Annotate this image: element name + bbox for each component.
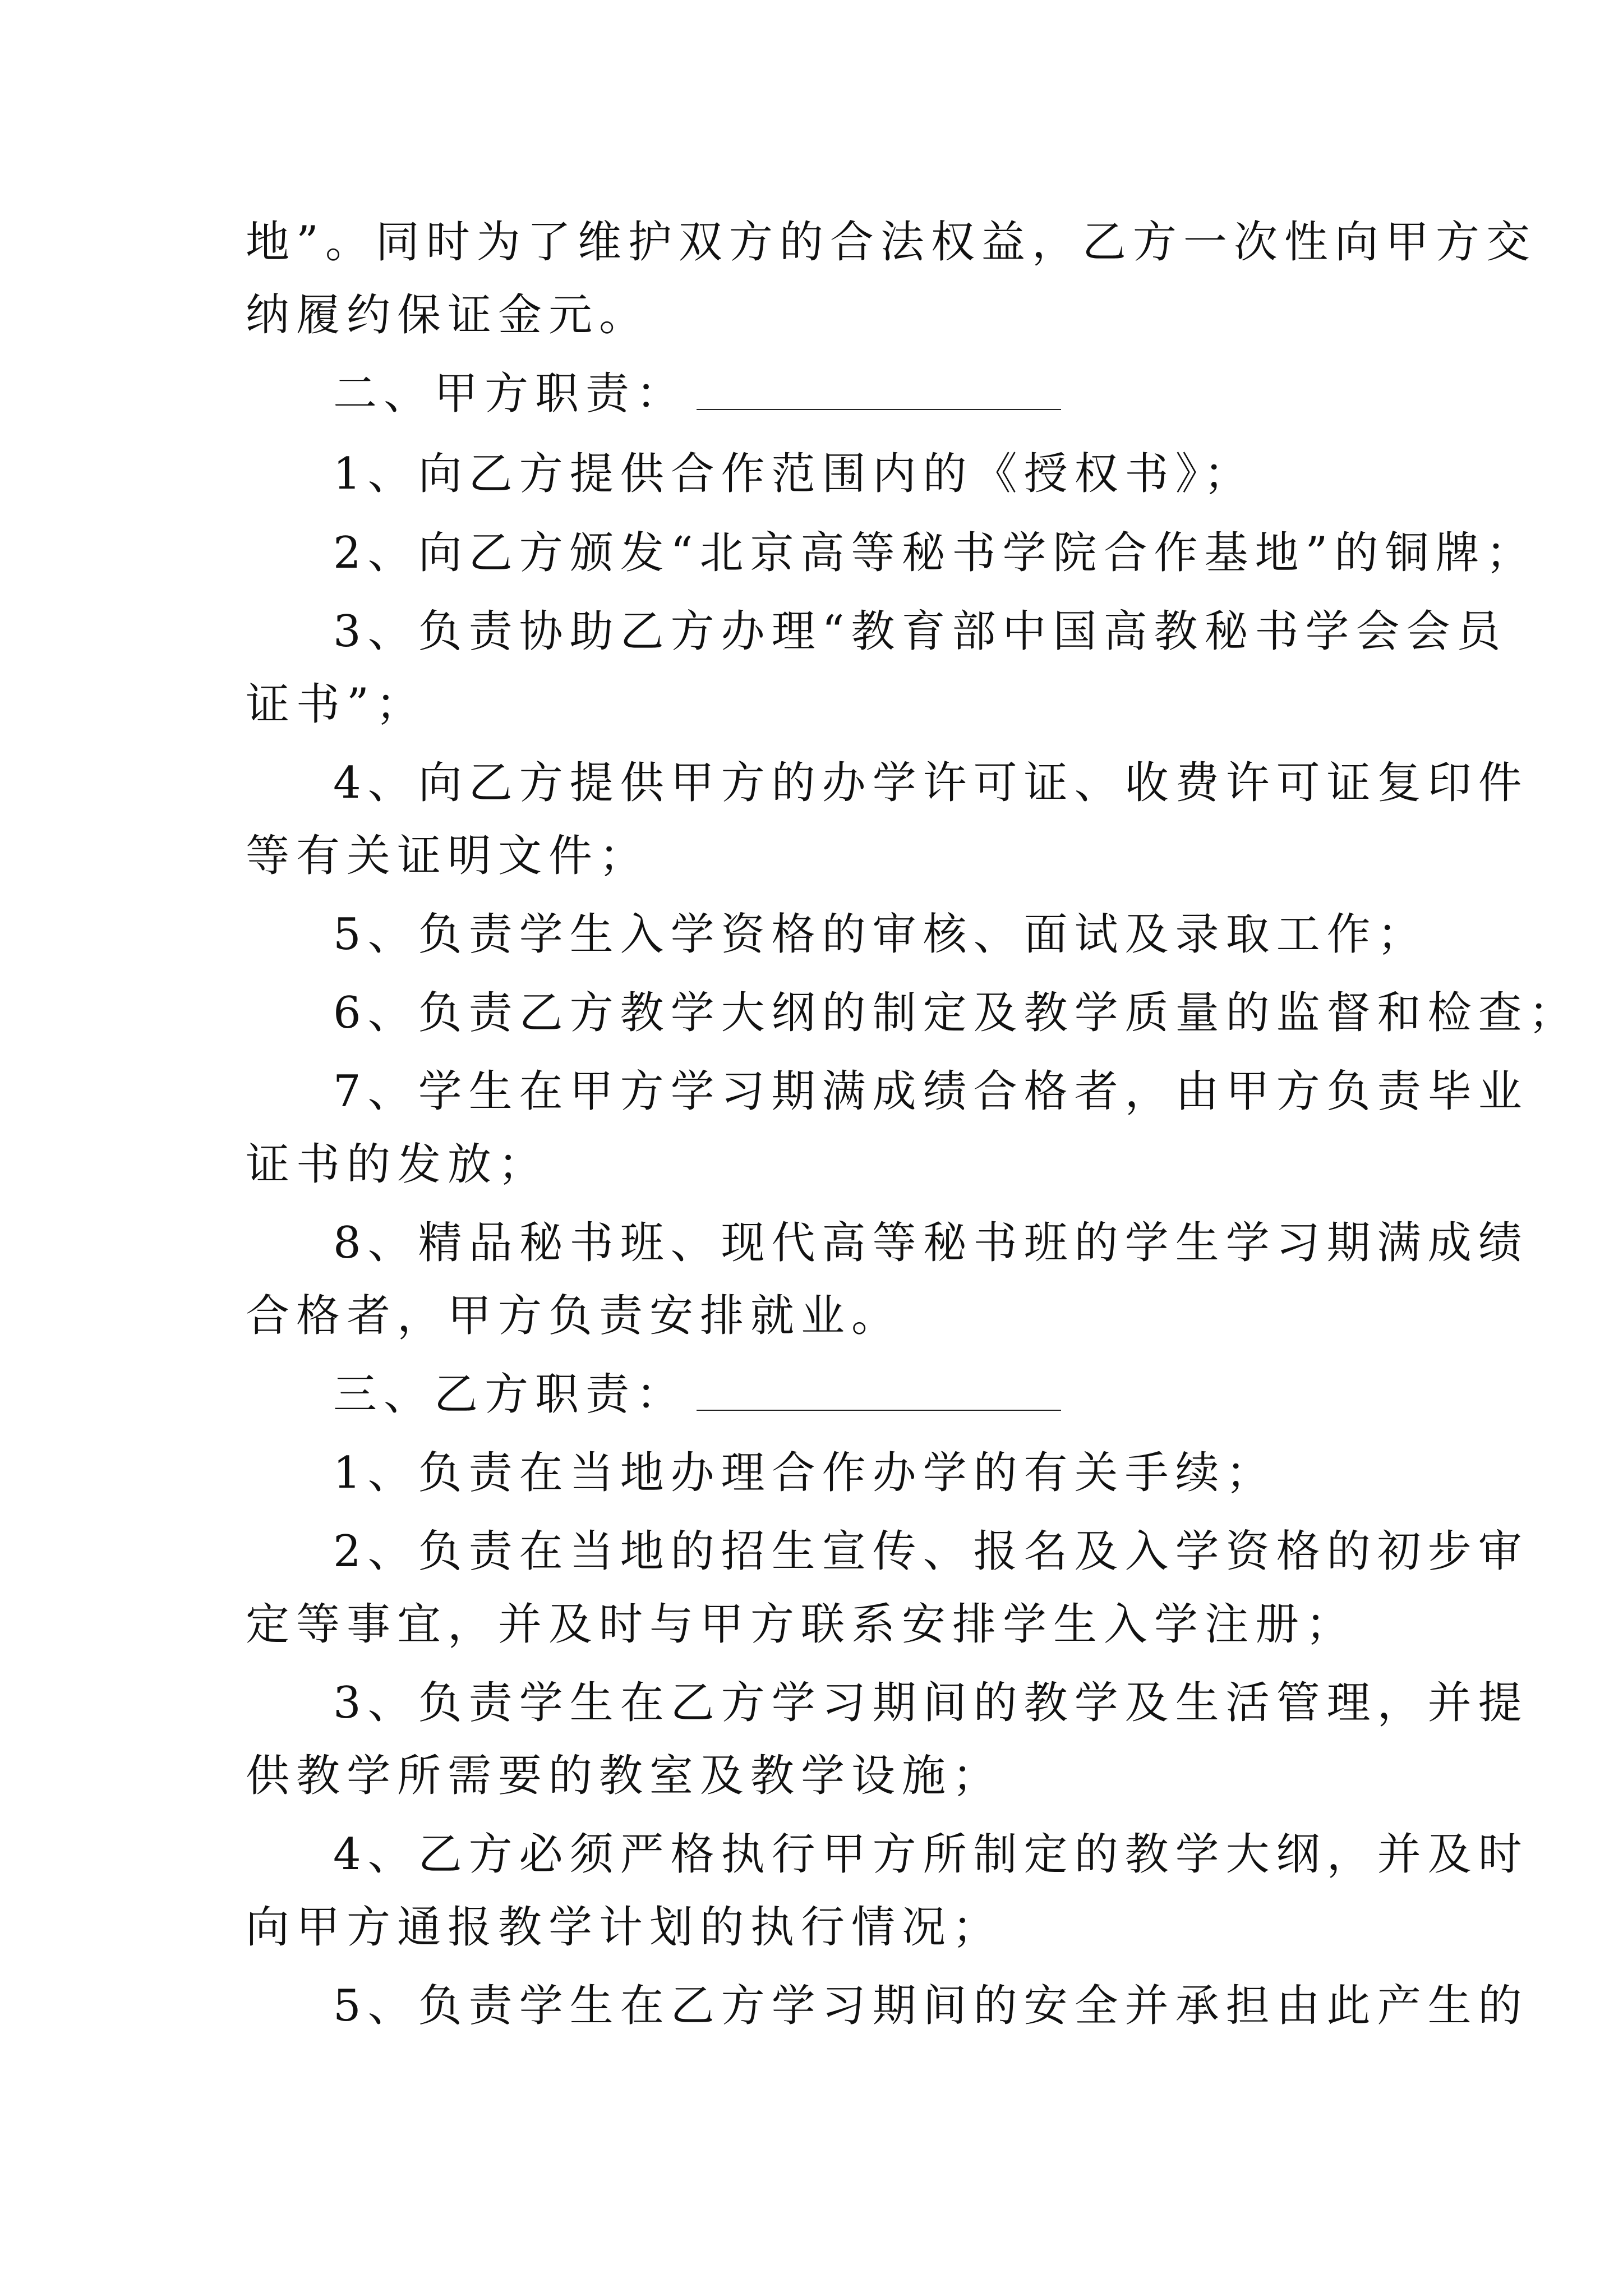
paragraph-line: 2、负责在当地的招生宣传、报名及入学资格的初步审 bbox=[333, 1526, 1529, 1577]
paragraph-line: 5、负责学生入学资格的审核、面试及录取工作； bbox=[333, 909, 1428, 960]
section-heading-text: 三、乙方职责： bbox=[333, 1369, 687, 1420]
section-heading-party-a bbox=[333, 360, 1061, 427]
section-heading-text: 二、甲方职责： bbox=[333, 369, 687, 419]
paragraph-line: 2、向乙方颁发“北京高等秘书学院合作基地”的铜牌； bbox=[333, 528, 1537, 578]
paragraph-line: 定等事宜，并及时与甲方联系安排学生入学注册； bbox=[246, 1599, 1357, 1650]
paragraph-line: 1、向乙方提供合作范围内的《授权书》； bbox=[333, 449, 1255, 499]
paragraph-line: 1、负责在当地办理合作办学的有关手续； bbox=[333, 1448, 1276, 1498]
blank-fill-line bbox=[697, 1410, 1061, 1411]
paragraph-line: 3、负责协助乙方办理“教育部中国高教秘书学会会员 bbox=[333, 606, 1507, 657]
paragraph-line: 供教学所需要的教室及教学设施； bbox=[246, 1751, 1003, 1801]
paragraph-line: 证书的发放； bbox=[246, 1139, 549, 1190]
paragraph-line: 地”。同时为了维护双方的合法权益，乙方一次性向甲方交 bbox=[246, 217, 1537, 268]
paragraph-line: 4、向乙方提供甲方的办学许可证、收费许可证复印件 bbox=[333, 758, 1529, 808]
blank-fill-line bbox=[697, 409, 1061, 410]
paragraph-line: 合格者，甲方负责安排就业。 bbox=[246, 1291, 902, 1341]
paragraph-line: 8、精品秘书班、现代高等秘书班的学生学习期满成绩 bbox=[333, 1218, 1529, 1268]
paragraph-line: 6、负责乙方教学大纲的制定及教学质量的监督和检查； bbox=[333, 988, 1579, 1038]
paragraph-line: 纳履约保证金元。 bbox=[246, 290, 650, 341]
paragraph-line: 5、负责学生在乙方学习期间的安全并承担由此产生的 bbox=[333, 1981, 1529, 2031]
paragraph-line: 等有关证明文件； bbox=[246, 831, 650, 881]
paragraph-line: 向甲方通报教学计划的执行情况； bbox=[246, 1902, 1003, 1953]
section-heading-party-b bbox=[333, 1361, 1061, 1428]
paragraph-line: 证书”； bbox=[246, 679, 426, 730]
paragraph-line: 3、负责学生在乙方学习期间的教学及生活管理，并提 bbox=[333, 1678, 1529, 1728]
paragraph-line: 7、学生在甲方学习期满成绩合格者，由甲方负责毕业 bbox=[333, 1066, 1529, 1117]
paragraph-line: 4、乙方必须严格执行甲方所制定的教学大纲，并及时 bbox=[333, 1829, 1529, 1880]
